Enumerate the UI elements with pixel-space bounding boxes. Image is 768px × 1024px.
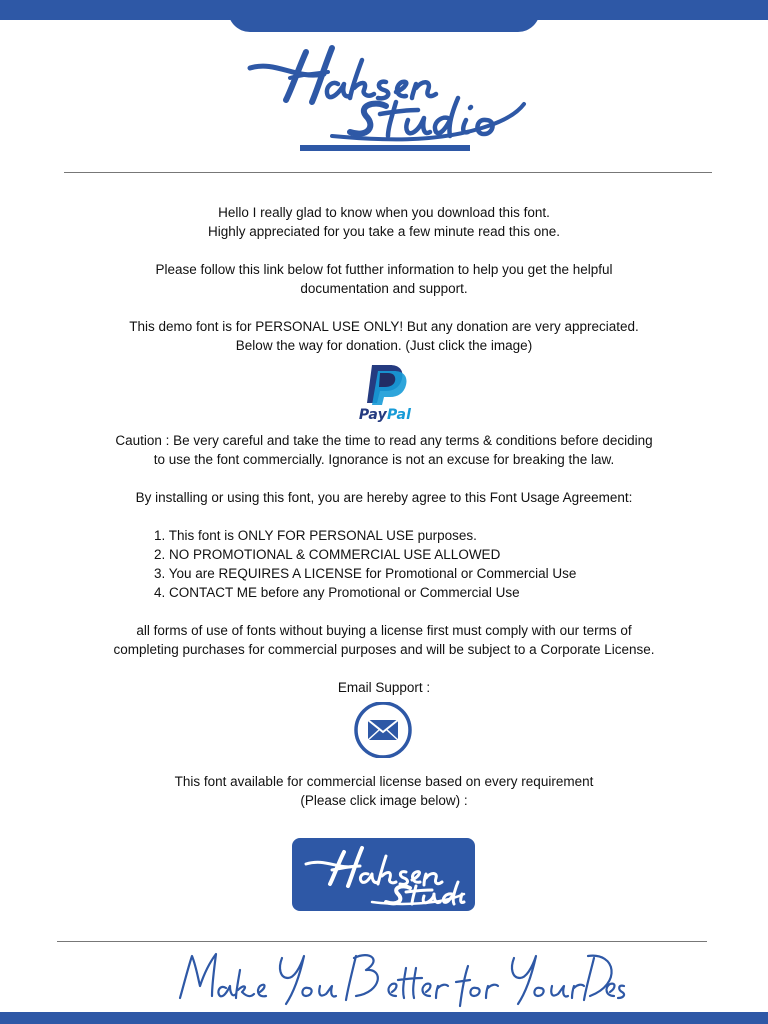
agreement-list	[154, 526, 674, 602]
terms-line-1: all forms of use of fonts without buying a license first must comply with our terms of	[136, 623, 632, 638]
license-line-1: This font available for commercial license based on every requirement	[174, 774, 594, 789]
intro-line-1: Hello I really glad to know when you download this font.	[218, 205, 550, 220]
top-divider	[64, 172, 712, 173]
license-line-2: (Please click image below) :	[300, 793, 468, 808]
demo-line-2: Below the way for donation. (Just click the image)	[235, 338, 533, 353]
email-support-button[interactable]	[352, 702, 414, 758]
list-item: 3. You are REQUIRES A LICENSE for Promotional or Commercial Use	[154, 566, 577, 581]
follow-line-2: documentation and support.	[300, 281, 468, 296]
list-item: 4. CONTACT ME before any Promotional or Commercial Use	[154, 585, 520, 600]
paypal-word-pay: Pay	[358, 407, 387, 423]
top-tab	[228, 0, 540, 32]
tagline-script	[170, 944, 640, 1010]
agreement-intro-text: By installing or using this font, you are hereby agree to this Font Usage Agreement:	[135, 490, 633, 505]
intro-paragraph	[40, 203, 728, 241]
commercial-license-button[interactable]	[292, 838, 475, 911]
agreement-intro	[40, 488, 728, 507]
bottom-divider	[57, 941, 707, 942]
demo-paragraph	[40, 317, 728, 355]
bottom-band	[0, 1012, 768, 1024]
envelope-icon	[368, 720, 398, 740]
list-item: 2. NO PROMOTIONAL & COMMERCIAL USE ALLOWED	[154, 547, 501, 562]
caution-line-1: Caution : Be very careful and take the time to read any terms & conditions before deciding	[115, 433, 653, 448]
intro-line-2: Highly appreciated for you take a few minute read this one.	[208, 224, 560, 239]
follow-paragraph	[40, 260, 728, 298]
haksen-studio-logo-white	[292, 838, 475, 911]
haksen-studio-logo	[236, 40, 532, 155]
email-support-label-wrap	[40, 678, 728, 697]
license-paragraph	[40, 772, 728, 810]
email-support-label: Email Support :	[337, 680, 431, 695]
caution-line-2: to use the font commercially. Ignorance is not an excuse for breaking the law.	[153, 452, 615, 467]
paypal-word-pal: Pal	[386, 407, 412, 423]
paypal-donate-button[interactable]	[350, 361, 420, 429]
paypal-icon	[350, 361, 420, 405]
terms-line-2: completing purchases for commercial purposes and will be subject to a Corporate License.	[113, 642, 655, 657]
demo-line-1: This demo font is for PERSONAL USE ONLY! But any donation are very appreciated.	[129, 319, 639, 334]
terms-paragraph	[40, 621, 728, 659]
list-item: 1. This font is ONLY FOR PERSONAL USE purposes.	[154, 528, 477, 543]
caution-paragraph	[40, 431, 728, 469]
follow-line-1: Please follow this link below fot futther information to help you get the helpful	[155, 262, 613, 277]
paypal-wordmark	[350, 407, 420, 423]
